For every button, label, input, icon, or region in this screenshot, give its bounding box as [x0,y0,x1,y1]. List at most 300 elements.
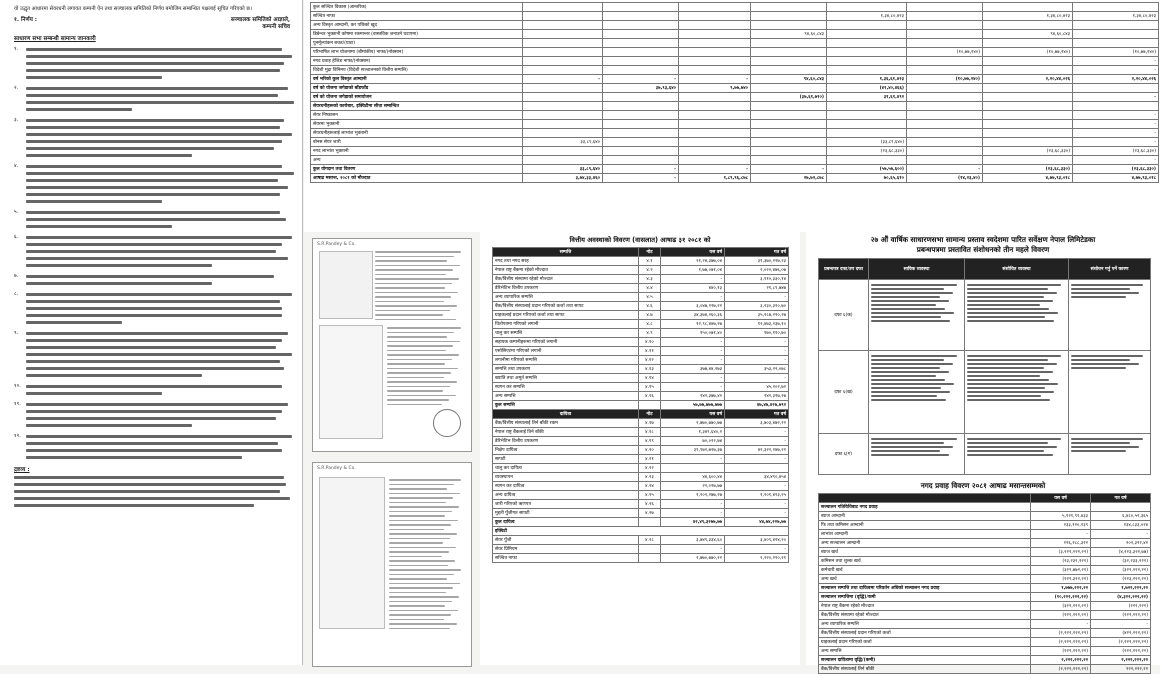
scan-text-line [389,502,446,504]
balance-sheet-row [493,491,789,500]
notice-item [14,117,290,159]
equity-cell [679,66,751,75]
amendment-text-line [871,284,957,286]
equity-cell [603,3,679,12]
balance-sheet-cell: दायित्व [493,410,639,419]
cashflow-previous: - [1091,530,1151,539]
equity-cell [907,66,983,75]
amendment-text-line [967,320,1054,322]
balance-sheet-cell: सम्पत्ति [493,248,639,257]
cashflow-current: १,७७७,२२२,२२ [1031,584,1091,593]
auditor-letterhead-2: S.R.Pandey & Co. [317,466,356,471]
equity-cell: ३३,८९,६४० [523,165,603,174]
cashflow-previous: - [1091,620,1151,629]
equity-cell [523,93,603,102]
balance-sheet-cell: ४.१६ [639,392,661,401]
notice-item [14,433,290,461]
balance-sheet-cell: धितोपत्रमा गरिएको लगानी [493,320,639,329]
scan-text-line [389,560,455,562]
balance-sheet-cell: - [725,374,789,383]
equity-cell [827,21,907,30]
text-line-bar [26,108,132,111]
balance-sheet-cell: १,२०१,४२३,२५ [725,491,789,500]
amendment-text-line [967,450,1044,452]
text-line-bar [26,456,242,459]
equity-cell: ९४,६०,८४३ [751,30,827,39]
amendment-text-line [967,359,1048,361]
balance-sheet-cell: - [725,500,789,509]
equity-cell [827,66,907,75]
equity-row-label: आषाढ मसान्त, २०८१ को मौज्दात [311,174,523,183]
scan-text-line [389,619,444,621]
equity-cell: १,३४,८०,४२३ [983,12,1073,21]
text-line [26,447,292,454]
text-line [26,117,292,124]
amendment-text-cell [869,280,965,351]
text-line-bar [14,497,290,500]
equity-cell [827,129,907,138]
balance-sheet-cell: २,०२०,४७६,०७ [725,266,789,275]
balance-sheet-cell: एसोसिएटमा गरिएको लगानी [493,347,639,356]
equity-cell [907,30,983,39]
balance-sheet-cell: - [725,428,789,437]
equity-cell: - [1073,57,1159,66]
cashflow-current: (३२२,२२२,२२) [1031,602,1091,611]
amendment-header-cell: प्रबन्धपत्र दफा/उप दफा [819,259,869,280]
equity-cell: (१०,७७,२४०) [983,48,1073,57]
equity-cell: - [523,75,603,84]
equity-cell: - [603,165,679,174]
cashflow-row [819,665,1151,674]
scan-text-line [389,542,443,544]
equity-cell [827,102,907,111]
signature-line-1: सञ्चालक समितिको आज्ञाले, [230,17,290,24]
balance-sheet-cell: ३,११०,३३०,१४ [725,275,789,284]
amendment-text-line [871,355,957,357]
equity-cell [523,129,603,138]
equity-cell [907,12,983,21]
cashflow-label: फि तथा कमिसन आम्दानी [819,521,1031,530]
scan-text-line [389,520,458,522]
notice-item-body [26,433,292,461]
equity-row-label: डिबेन्चर भुक्तानी कोषमा रकमान्तर (वास्तविक जनाउने घटाएमा) [311,30,523,39]
text-line [14,502,290,509]
balance-sheet-cell: गत वर्ष [725,248,789,257]
balance-sheet-cell: ४.२७ [639,509,661,518]
equity-cell: ३१,६१,४९२ [827,93,907,102]
equity-row-label: सेयरधनीहरूको कारोबार, इक्विटीमा सीधा सम्बन्धित [311,102,523,111]
scan-text-line [389,529,444,531]
equity-row [311,12,1159,21]
equity-cell: ३३,८९,६४० [523,138,603,147]
balance-sheet-cell: सम्पत्ति तथा उपकरण [493,365,639,374]
equity-cell [827,3,907,12]
notice-item [14,234,290,269]
equity-cell [983,57,1073,66]
cashflow-label: सञ्चालन सम्पत्तिमा (वृद्धि)/कमी [819,593,1031,602]
cashflow-previous: २३४,८३३,०२४ [1091,521,1151,530]
text-line [14,495,290,502]
equity-row-label: वर्ष को योजना जगेडाको समायोजन [311,93,523,102]
amendment-text-line [967,399,1050,401]
text-line [26,365,292,372]
cashflow-row [819,548,1151,557]
balance-sheet-row [493,536,789,545]
balance-sheet-cell: ४.२ [639,266,661,275]
scan-text-line [389,569,461,571]
scan-text-line [387,390,443,392]
amendment-text-line [967,296,1044,298]
text-line-bar [26,186,288,189]
cashflow-previous: (३२,२३३,२२२) [1091,557,1151,566]
cashflow-current [1031,503,1091,512]
cashflow-previous [1091,503,1151,512]
amendment-text-line [967,288,1048,290]
equity-cell [1073,84,1159,93]
balance-sheet-cell: ४.७ [639,311,661,320]
amendment-text-line [1071,359,1130,361]
balance-sheet-row [493,437,789,446]
balance-sheet-row [493,509,789,518]
equity-cell [523,57,603,66]
text-line [26,46,292,53]
equity-cell [983,156,1073,165]
balance-sheet-cell: डेरिभेटिभ वित्तीय उपकरण [493,437,639,446]
scan-text-line [387,350,446,352]
text-line-bar [26,133,292,136]
amendment-text-line [871,292,953,294]
amendment-text-line [967,316,1045,318]
equity-changes-table [310,2,1159,183]
amendment-text-line [1071,442,1130,444]
equity-cell: १,३४,८०,४२३ [1073,12,1159,21]
balance-sheet-row [493,419,789,428]
balance-sheet-cell: ४.२४ [639,482,661,491]
equity-cell [603,138,679,147]
equity-cell [907,3,983,12]
equity-cell [679,57,751,66]
notice-item-number: ४. [14,162,19,169]
cashflow-label: ब्याज आम्दानी [819,512,1031,521]
balance-sheet-cell: ४.४ [639,284,661,293]
balance-sheet-row [493,482,789,491]
cashflow-previous: (३२२,२२२,२२) [1091,566,1151,575]
scan-text-line [389,547,456,549]
equity-cell: (१०,७७,२४०) [907,48,983,57]
notice-item-body [26,85,294,113]
cashflow-current: (२,२२२,२२२,२२) [1031,638,1091,647]
amendment-text-line [871,375,936,377]
balance-sheet-cell: ४.१२ [639,356,661,365]
amendment-text-cell [1069,434,1151,475]
balance-sheet-cell: ग्राहकलाई प्रदान गरिएको कर्जा तथा सापट [493,311,639,320]
text-line [26,138,292,145]
notice-item-body [26,291,292,326]
cashflow-current: (२२२,२२२,२२) [1031,647,1091,656]
text-line-bar [26,211,280,214]
balance-sheet-cell: ४.९ [639,329,661,338]
equity-cell [523,39,603,48]
text-line-bar [26,264,212,267]
equity-cell: (२३,६८,३३०) [827,147,907,156]
balance-sheet-cell: नेपाल राष्ट्र बैंकलाई तिर्न बाँकी [493,428,639,437]
text-line [26,305,292,312]
text-line-bar [26,442,278,445]
equity-cell [907,102,983,111]
amendment-text-line [871,446,953,448]
balance-sheet-row [493,545,789,554]
text-line [26,312,292,319]
balance-sheet-cell: १७०,११०,७० [725,329,789,338]
scan-text-line [375,251,461,253]
equity-cell: - [603,174,679,183]
amendment-text-line [871,395,937,397]
balance-sheet-cell: बैंक/वित्तीय संस्थालाई तिर्न बाँकी रकम [493,419,639,428]
amendment-text-line [967,304,1040,306]
text-line-bar [26,403,288,406]
text-line [26,53,292,60]
balance-sheet-row [493,311,789,320]
balance-sheet-row [493,365,789,374]
text-line [26,177,294,184]
equity-cell: (२३,६८,३३०) [1073,165,1159,174]
text-line [26,344,292,351]
scan-text-line [389,601,452,603]
equity-cell [751,39,827,48]
amendment-text-line [967,371,1053,373]
balance-sheet-cell: ४.८ [639,320,661,329]
cashflow-row [819,593,1151,602]
equity-cell [679,120,751,129]
amendment-text-line [1071,446,1139,448]
amendment-table [818,258,1151,475]
balance-sheet-cell: - [661,338,725,347]
text-line [26,152,292,159]
balance-sheet-cell: निक्षेप दायित्व [493,446,639,455]
text-line [26,422,288,429]
cashflow-row [819,629,1151,638]
cashflow-current: (३२२,७७२,२२) [1031,566,1091,575]
balance-sheet-row [493,275,789,284]
amendment-text-line [871,442,944,444]
balance-sheet-row [493,356,789,365]
intro-paragraph: यो उद्धृत आधारमा सेयरधनी लगायत कम्पनी ऐन तथा सञ्चालक समितिको निर्णय बमोजिम सम्बन्धित पक्षलाई सूचित गरिएको छ। [14,6,252,12]
text-line-bar [26,435,292,438]
equity-cell [1073,39,1159,48]
scan-text-line [389,506,459,508]
equity-cell [827,48,907,57]
scan-text-line [389,565,448,567]
text-line [26,67,292,74]
note-body [14,474,290,509]
cashflow-current: ५,१२१,९२,४३३ [1031,512,1091,521]
text-line [26,223,286,230]
amendment-text-line [967,454,1053,456]
balance-sheet-cell: ४.१४ [639,374,661,383]
scan-text-line [389,583,460,585]
text-line [26,372,292,379]
cashflow-previous: ६,४८०,५२,३६५ [1091,512,1151,521]
equity-row [311,75,1159,84]
notice-item [14,383,290,397]
equity-cell: - [1073,66,1159,75]
notice-item-number: ५. [14,208,19,215]
text-line-bar [26,154,192,157]
cashflow-previous: (२२२,२२२,२२) [1091,647,1151,656]
amendment-text-cell [965,280,1069,351]
notice-item-number: १. [14,45,19,52]
amendment-text-line [967,355,1061,357]
equity-cell: - [1073,111,1159,120]
scan-text-line [375,283,452,285]
equity-statement-section [304,0,1160,232]
balance-sheet-cell: २१,२४,३७७,०४ [661,257,725,266]
notice-item-number: १०. [14,382,21,389]
equity-cell [603,21,679,30]
balance-sheet-cell: १२,४७३,२३७,१० [725,320,789,329]
equity-cell [983,129,1073,138]
cashflow-table [818,493,1151,674]
scan-text-line [375,265,460,267]
scan-text-line [375,305,457,307]
scan-text-line [389,538,450,540]
amendment-dafa: दफा ६(ग) [819,434,869,475]
text-line-bar [26,300,280,303]
text-line [26,60,292,67]
cashflow-row [819,539,1151,548]
scan-text-line [387,341,460,343]
equity-cell [603,39,679,48]
auditor-letterhead: S.R.Pandey & Co. [317,242,356,247]
balance-sheet-cell: ४.६ [639,302,661,311]
cashflow-previous: २२२,२२२,२२ [1091,665,1151,674]
text-line [26,92,294,99]
cashflow-previous: (४,२२३,३२२,७७) [1091,548,1151,557]
amendment-dafa: दफा ६(क) [819,280,869,351]
equity-cell [827,30,907,39]
cashflow-row [819,566,1151,575]
equity-cell: (२३,६८,३३०) [983,165,1073,174]
text-line-bar [26,243,282,246]
balance-sheet-row [493,374,789,383]
amendment-text-line [967,312,1058,314]
scan-text-line [389,493,460,495]
balance-sheet-cell: - [725,347,789,356]
notice-item-number: ३. [14,116,19,123]
cashflow-label: अन्य सञ्चालन आम्दानी [819,539,1031,548]
equity-cell [679,156,751,165]
text-line [26,319,292,326]
balance-sheet-cell: ४.३ [639,275,661,284]
equity-cell: ९४,६०,८४३ [751,75,827,84]
cashflow-label: अन्य खर्च [819,575,1031,584]
amendment-row [819,351,1151,434]
scan-text-line [387,395,456,397]
text-line-bar [26,87,288,90]
auditor-stamp [433,409,461,437]
balance-sheet-cell: अन्य सम्पत्ति [493,392,639,401]
balance-sheet-row [493,347,789,356]
balance-sheet-cell: मुद्दती पुँजीगत सापटी [493,509,639,518]
equity-cell [679,21,751,30]
cashflow-header-cell: गत वर्ष [1091,494,1151,503]
balance-sheet-cell: - [661,356,725,365]
equity-cell: - [679,165,751,174]
cashflow-label: कर्मचारी खर्च [819,566,1031,575]
equity-cell [1073,102,1159,111]
balance-sheet-cell: - [661,347,725,356]
cashflow-previous: (२२२,२२२,२२) [1091,611,1151,620]
amendment-text-cell [869,351,965,434]
scan-text-line [387,404,442,406]
balance-sheet-row [493,266,789,275]
equity-cell [603,129,679,138]
scan-text-line [375,274,446,276]
equity-cell [751,102,827,111]
amendment-text-line [967,300,1053,302]
equity-cell: - [1073,156,1159,165]
equity-row-label: पुनर्मूल्यांकन बचत/(घाटा) [311,39,523,48]
notice-item-body [26,163,294,205]
balance-sheet-cell: ४.२८ [639,536,661,545]
balance-sheet-cell: ३,०४७,२२७,२२ [661,302,725,311]
equity-cell [603,48,679,57]
equity-cell [907,147,983,156]
balance-sheet-cell: ३५,२८७,२२०,२७ [725,311,789,320]
amendment-text-line [871,296,940,298]
equity-cell: १,३४,८०,४२३ [827,12,907,21]
cashflow-current: (२२२,२२२,२२) [1031,611,1091,620]
balance-sheet-cell: ४.५ [639,293,661,302]
text-line-bar [26,200,162,203]
text-line [26,145,292,152]
text-line [14,474,290,481]
equity-cell [523,66,603,75]
equity-cell: - [907,165,983,174]
balance-sheet-cell: ३१,३७०,२२७,२३ [725,257,789,266]
balance-sheet-cell: - [661,275,725,284]
balance-sheet-cell: २,७७०,७७०,२२ [661,554,725,563]
balance-sheet-cell: सापटी [493,455,639,464]
text-line [26,241,292,248]
balance-sheet-row [493,464,789,473]
notice-item-body [26,209,286,230]
amendment-text-line [1071,355,1143,357]
amendment-text-line [871,387,941,389]
text-line-bar [14,476,284,479]
equity-cell [983,138,1073,147]
balance-sheet-cell: २१,८९,७४७ [725,284,789,293]
equity-cell: - [751,165,827,174]
equity-cell [907,138,983,147]
balance-sheet-row [493,455,789,464]
equity-cell [1073,3,1159,12]
balance-sheet-cell: - [725,545,789,554]
text-line [26,85,294,92]
equity-cell [907,39,983,48]
equity-cell [983,21,1073,30]
balance-sheet-row [493,554,789,563]
balance-sheet-total-row [493,518,789,527]
notice-item-number: २. [14,84,19,91]
text-line [26,163,294,170]
equity-cell [679,30,751,39]
text-line-bar [26,165,282,168]
scan-text-line [389,497,453,499]
cashflow-current: (२३,२३२,२२२) [1031,557,1091,566]
amendment-text-line [871,320,950,322]
cashflow-row [819,503,1151,512]
